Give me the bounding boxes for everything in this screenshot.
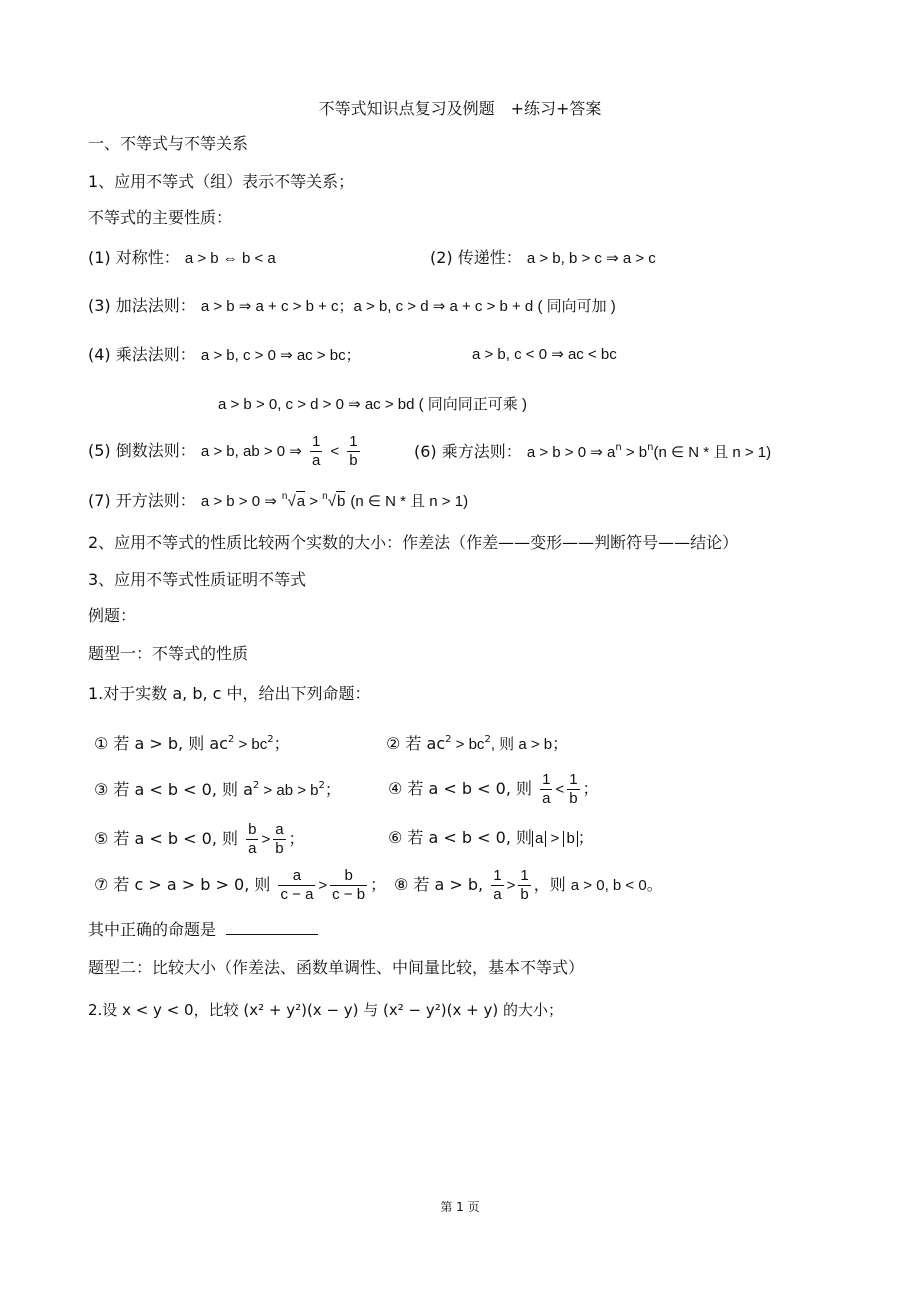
property-4 bbox=[88, 345, 361, 366]
page-number: 第 1 页 bbox=[440, 1200, 480, 1214]
question-type-1: 题型一：不等式的性质 bbox=[88, 644, 249, 663]
property-2 bbox=[430, 248, 656, 269]
answer-blank[interactable] bbox=[226, 920, 318, 935]
fraction-1-over-b: $\frac{1}{b}$ bbox=[349, 433, 358, 469]
proposition-7: ⑦ 若 c > a > b > 0, 则 $\frac{a}{c - a}$ > $\frac{b}{c - b}$ ； bbox=[94, 867, 387, 903]
property-7: (7) 开方法则： a > b > 0 ⇒ $^n$√a > $^n$√b (n ∈ N * 且 n > 1) bbox=[88, 491, 469, 510]
proposition-3: ③ 若 a < b < 0, 则 $a^2$ > ab > $b^2$； bbox=[94, 780, 341, 799]
proposition-8: ⑧ 若 a > b, $\frac{1}{a}$ > $\frac{1}{b}$ ，则 a > 0, b < 0。 bbox=[394, 867, 663, 903]
property-5-label: (5) 倒数法则： bbox=[88, 441, 196, 460]
property-1-label: (1) 对称性： bbox=[88, 248, 180, 267]
property-4-formula-3: a > b > 0, c > d > 0 ⇒ ac > bd ( 同向同正可乘 ) bbox=[218, 396, 527, 413]
property-5-formula: a > b, ab > 0 ⇒ bbox=[200, 443, 302, 460]
examples-heading: 例题： bbox=[88, 606, 137, 625]
fraction-1-over-a: $\frac{1}{a}$ bbox=[311, 433, 321, 469]
property-3-label: (3) 加法法则： bbox=[88, 296, 196, 315]
proposition-1: ① 若 a > b, 则 $ac^2 > bc^2$； bbox=[94, 734, 290, 753]
question-type-2: 题型二：比较大小（作差法、函数单调性、中间量比较，基本不等式） bbox=[88, 958, 585, 977]
proposition-4: ④ 若 a < b < 0, 则 $\frac{1}{a}$ < $\frac{1}{b}$ ； bbox=[388, 771, 599, 807]
property-4-formula-2: a > b, c < 0 ⇒ ac < bc bbox=[472, 346, 617, 363]
property-5: (5) 倒数法则： a > b, ab > 0 ⇒ $\frac{1}{a}$ < $\frac{1}{b}$ bbox=[88, 433, 358, 469]
item-3: 3、应用不等式性质证明不等式 bbox=[88, 570, 307, 589]
property-4-label: (4) 乘法法则： bbox=[88, 345, 196, 364]
item-1: 1、应用不等式（组）表示不等关系； bbox=[88, 172, 355, 191]
property-6: (6) 乘方法则： a > b > 0 ⇒ $a^n > b^n(n$ ∈ N * 且 n > 1) bbox=[414, 442, 772, 461]
question-1: 1.对于实数 a, b, c 中，给出下列命题： bbox=[88, 684, 371, 703]
page-title: 不等式知识点复习及例题 +练习+答案 bbox=[318, 99, 602, 118]
property-4-formula-1: a > b, c > 0 ⇒ ac > bc； bbox=[200, 347, 361, 364]
proposition-5: ⑤ 若 a < b < 0, 则 $\frac{b}{a}$ > $\frac{a}{b}$ ； bbox=[94, 821, 305, 857]
question-2: 2.设 x < y < 0，比较 (x² + y²)(x − y) 与 (x² − y²)(x + y) 的大小； bbox=[88, 1001, 563, 1019]
property-1-formula: a > b ⇔ b < a bbox=[184, 250, 276, 267]
item-2: 2、应用不等式的性质比较两个实数的大小：作差法（作差——变形——判断符号——结论） bbox=[88, 533, 739, 552]
section-heading: 一、不等式与不等关系 bbox=[88, 134, 249, 153]
property-2-label: (2) 传递性： bbox=[430, 248, 522, 267]
property-1 bbox=[88, 248, 276, 269]
property-3 bbox=[88, 296, 616, 317]
property-7-label: (7) 开方法则： bbox=[88, 491, 196, 510]
property-6-label: (6) 乘方法则： bbox=[414, 442, 522, 461]
proposition-6: ⑥ 若 a < b < 0, 则 a > b ； bbox=[388, 828, 594, 847]
property-3-formula: a > b ⇒ a + c > b + c；a > b, c > d ⇒ a + c > b + d ( 同向可加 ) bbox=[200, 298, 616, 315]
correct-propositions-line: 其中正确的命题是 bbox=[88, 920, 318, 940]
main-properties-heading: 不等式的主要性质： bbox=[88, 208, 233, 227]
property-2-formula: a > b, b > c ⇒ a > c bbox=[526, 250, 656, 267]
proposition-2: ② 若 $ac^2 > bc^2$, 则 a > b； bbox=[386, 734, 569, 753]
